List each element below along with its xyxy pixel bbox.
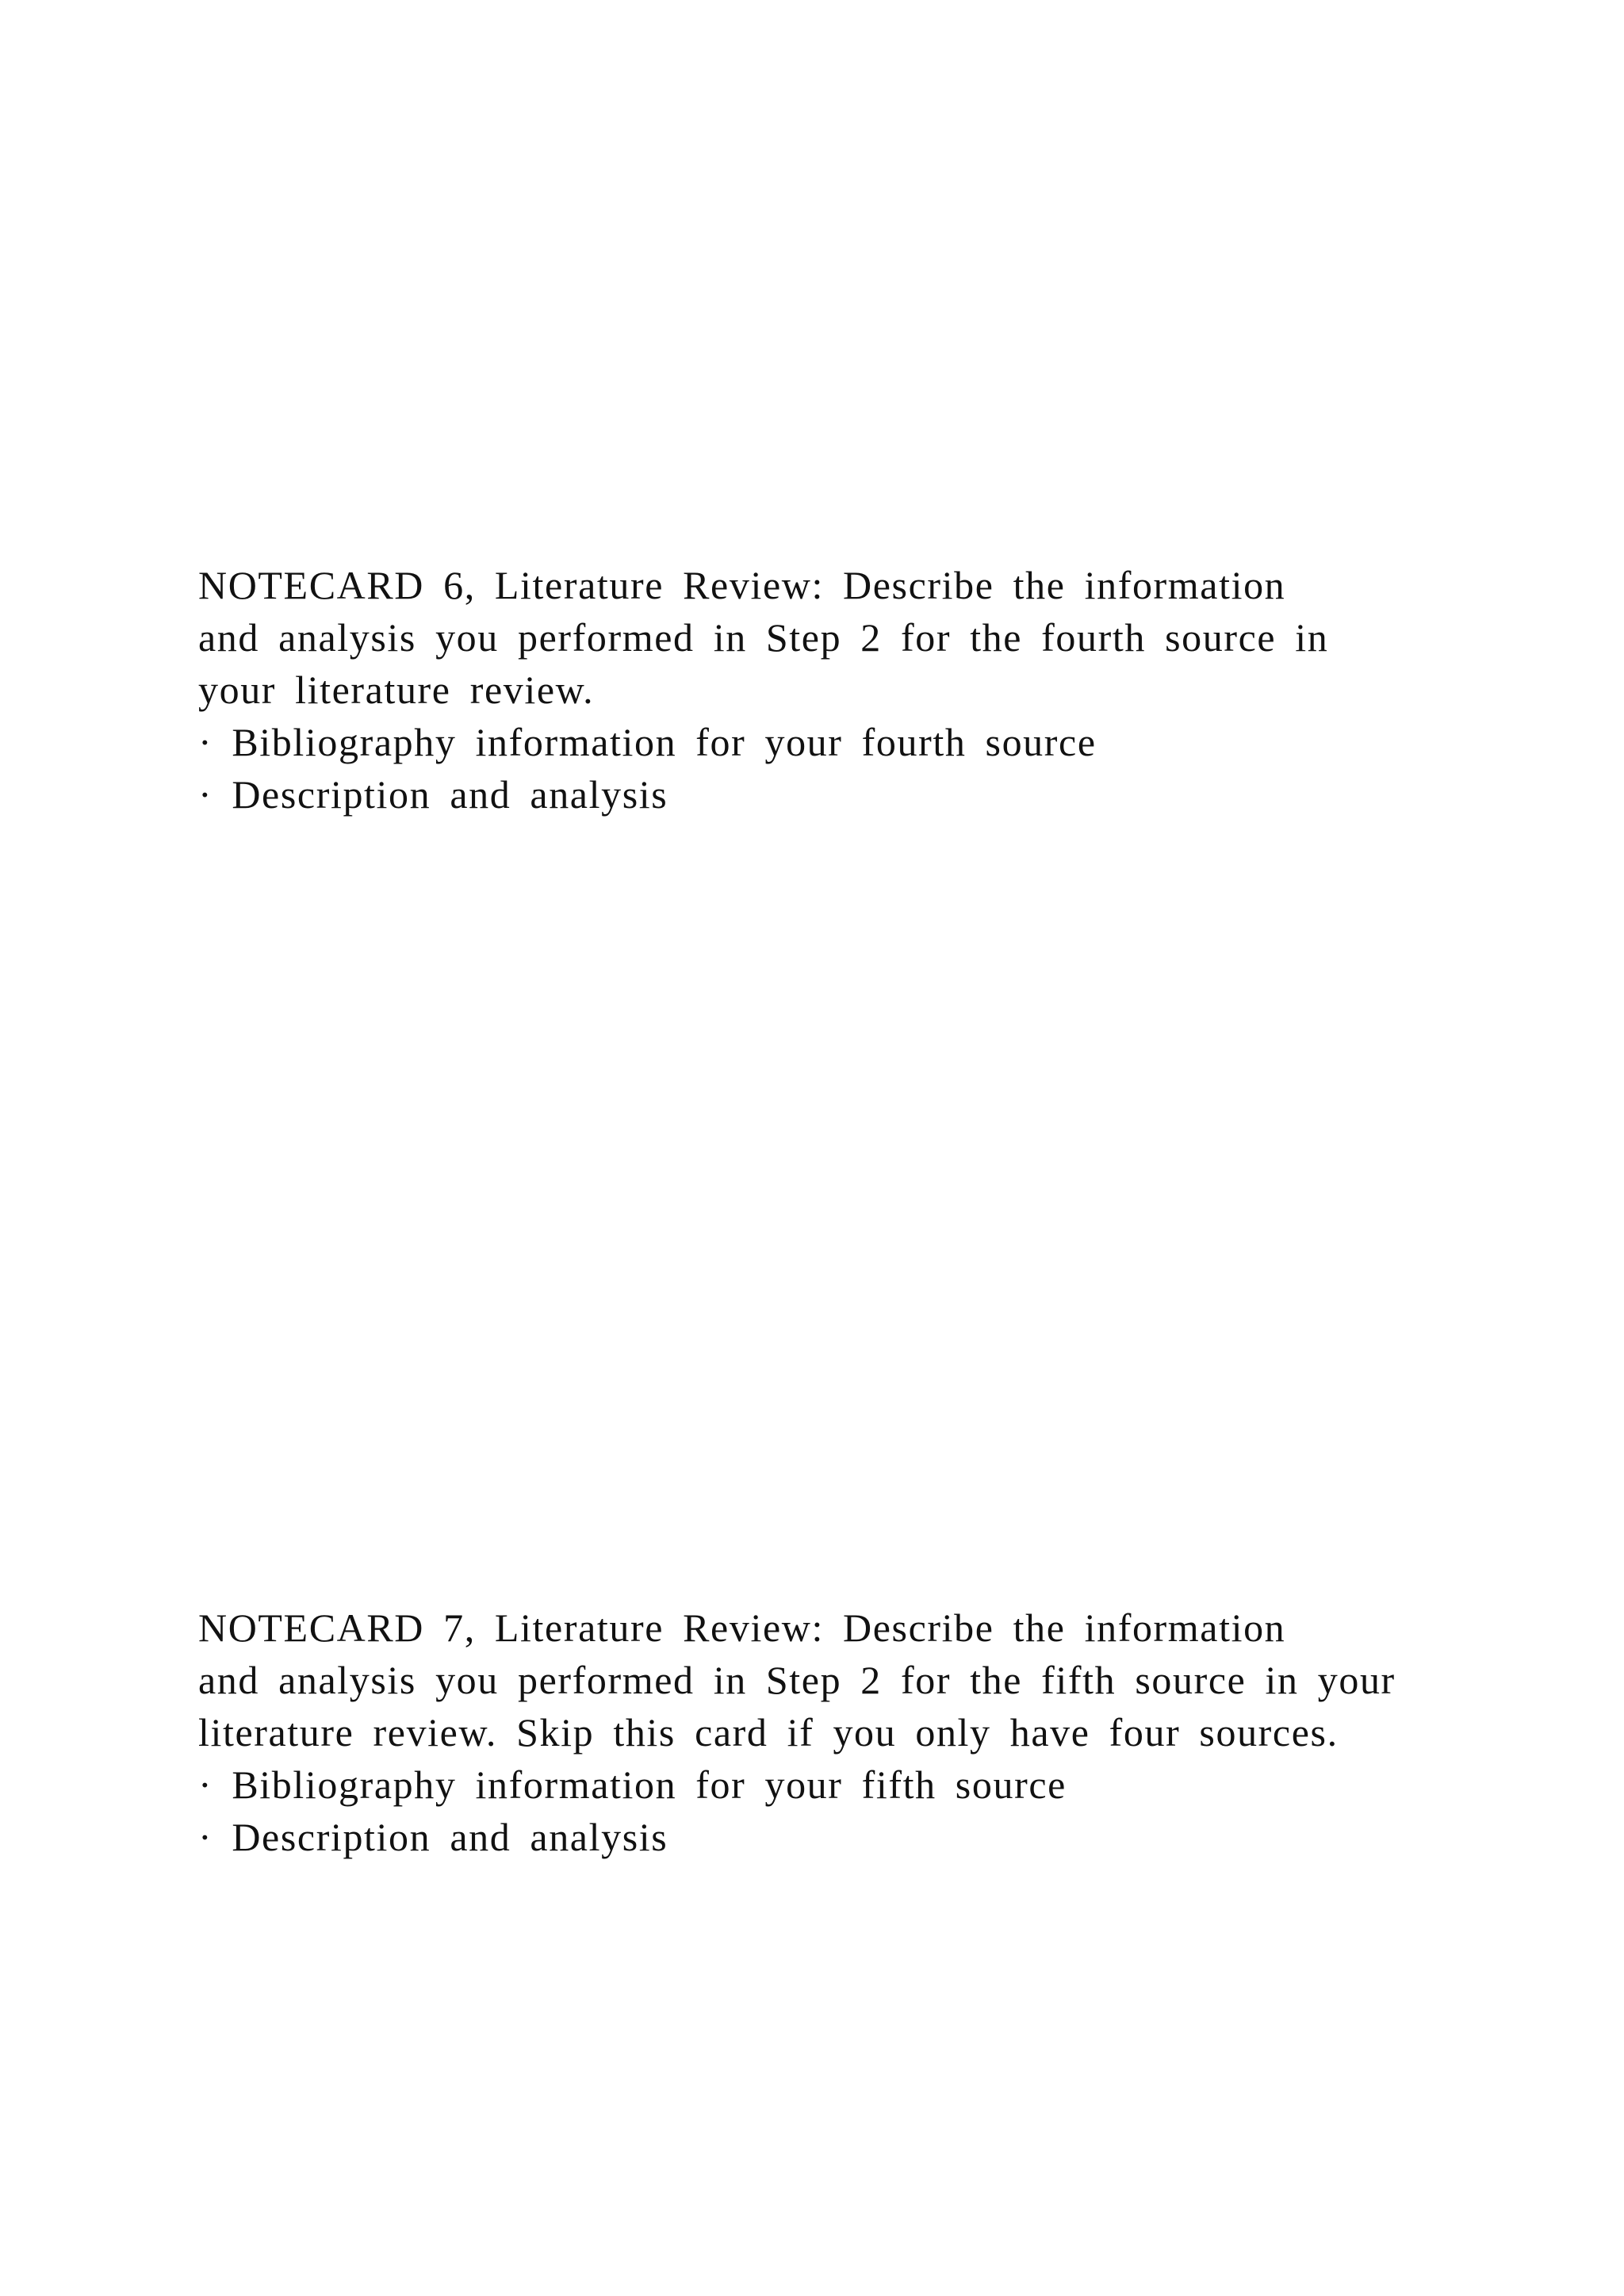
notecard-6-heading-line-1: NOTECARD 6, Literature Review: Describe the information: [198, 563, 1286, 607]
notecard-7-heading-line-2: and analysis you performed in Step 2 for the fifth source in your: [198, 1658, 1396, 1702]
notecard-7-heading-line-3: literature review. Skip this card if you only have four sources.: [198, 1710, 1339, 1755]
notecard-7: [198, 1601, 1499, 1863]
notecard-6-bullet-description: · Description and analysis: [198, 772, 668, 817]
notecard-7-bullet-description: · Description and analysis: [198, 1815, 668, 1859]
notecard-6-bullet-bibliography: · Bibliography information for your fourth source: [198, 720, 1097, 764]
notecard-6: [198, 559, 1499, 821]
notecard-7-heading-line-1: NOTECARD 7, Literature Review: Describe the information: [198, 1605, 1286, 1650]
notecard-6-heading-line-3: your literature review.: [198, 668, 595, 712]
notecard-7-bullet-bibliography: · Bibliography information for your fifth source: [198, 1762, 1067, 1807]
notecard-6-heading-line-2: and analysis you performed in Step 2 for the fourth source in: [198, 615, 1329, 660]
